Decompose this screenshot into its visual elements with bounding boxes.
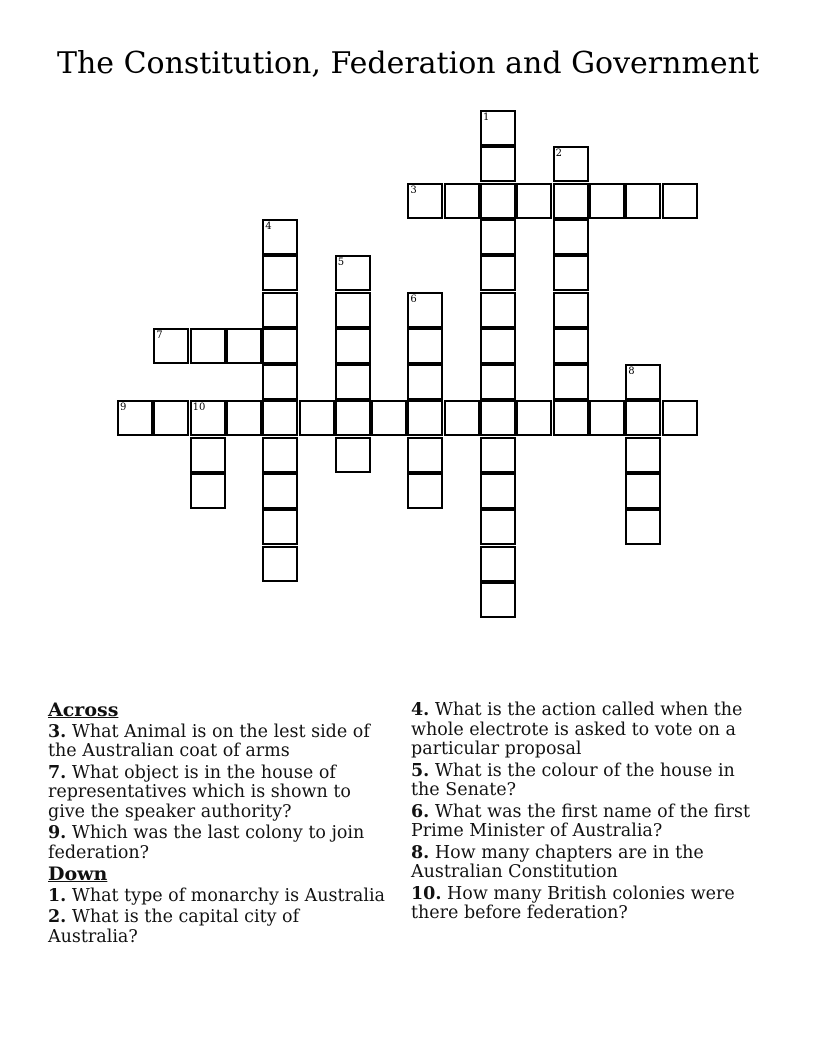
- crossword-cell[interactable]: [407, 400, 443, 436]
- clue-number: 4.: [411, 700, 430, 720]
- crossword-cell[interactable]: [407, 183, 443, 219]
- clue-number: 8.: [411, 842, 430, 863]
- cell-number: 1: [483, 112, 490, 123]
- crossword-cell[interactable]: [407, 328, 443, 364]
- cell-number: 6: [410, 293, 417, 305]
- cell-number: 9: [120, 402, 127, 414]
- clue-text: What object is in the house of representatives which is shown to give the speaker authority?: [48, 762, 351, 822]
- crossword-cell[interactable]: [335, 437, 371, 473]
- clue-number: 1.: [48, 885, 67, 906]
- crossword-cell[interactable]: [625, 437, 661, 473]
- crossword-cell[interactable]: [480, 509, 516, 545]
- clue-down-5: [411, 762, 761, 801]
- clue-down-6: [411, 803, 761, 842]
- crossword-cell[interactable]: [407, 473, 443, 509]
- crossword-cell[interactable]: [407, 364, 443, 400]
- crossword-cell[interactable]: [262, 437, 298, 473]
- crossword-cell[interactable]: [226, 328, 262, 364]
- clue-down-8: [411, 844, 761, 883]
- crossword-cell[interactable]: [480, 219, 516, 255]
- crossword-cell[interactable]: [589, 183, 625, 219]
- crossword-cell[interactable]: [480, 292, 516, 328]
- crossword-cell[interactable]: [553, 328, 589, 364]
- clue-number: 6.: [411, 801, 430, 822]
- cell-number: 8: [628, 366, 635, 378]
- crossword-cell[interactable]: [589, 400, 625, 436]
- crossword-cell[interactable]: [480, 183, 516, 219]
- clue-number: 5.: [411, 760, 430, 781]
- clues-column-right: [411, 701, 761, 926]
- crossword-cell[interactable]: [335, 292, 371, 328]
- crossword-cell[interactable]: [553, 255, 589, 291]
- crossword-cell[interactable]: [190, 400, 226, 436]
- crossword-cell[interactable]: [480, 582, 516, 618]
- crossword-cell[interactable]: [190, 437, 226, 473]
- page-title: The Constitution, Federation and Government: [56, 46, 760, 81]
- crossword-cell[interactable]: [262, 328, 298, 364]
- down-heading: Down: [48, 863, 108, 885]
- crossword-cell[interactable]: [553, 219, 589, 255]
- crossword-cell[interactable]: [335, 255, 371, 291]
- clue-text: What is the capital city of Australia?: [48, 907, 300, 947]
- crossword-cell[interactable]: [262, 473, 298, 509]
- crossword-cell[interactable]: [444, 183, 480, 219]
- crossword-cell[interactable]: [480, 328, 516, 364]
- crossword-cell[interactable]: [153, 328, 189, 364]
- clue-down-2: [48, 908, 393, 947]
- clues-column-left: [48, 701, 393, 949]
- crossword-cell[interactable]: [480, 473, 516, 509]
- crossword-cell[interactable]: [625, 509, 661, 545]
- crossword-cell[interactable]: [262, 364, 298, 400]
- clue-across-7: [48, 764, 393, 823]
- clue-text: What is the colour of the house in the Senate?: [411, 760, 735, 800]
- clue-text: Which was the last colony to join federation?: [48, 823, 365, 863]
- crossword-cell[interactable]: [553, 400, 589, 436]
- clue-text: How many British colonies were there before federation?: [411, 883, 735, 923]
- crossword-cell[interactable]: [262, 292, 298, 328]
- crossword-cell[interactable]: [226, 400, 262, 436]
- crossword-cell[interactable]: [662, 400, 698, 436]
- cell-number: 2: [555, 148, 562, 160]
- across-heading: Across: [48, 699, 119, 721]
- clue-down-1: [48, 887, 393, 907]
- crossword-cell[interactable]: [335, 364, 371, 400]
- crossword-cell[interactable]: [553, 292, 589, 328]
- clue-number: 2.: [48, 907, 67, 927]
- cell-number: 7: [156, 329, 163, 341]
- crossword-cell[interactable]: [553, 364, 589, 400]
- crossword-cell[interactable]: [480, 437, 516, 473]
- crossword-cell[interactable]: [407, 292, 443, 328]
- clue-across-9: [48, 824, 393, 863]
- crossword-cell[interactable]: [480, 364, 516, 400]
- crossword-cell[interactable]: [444, 400, 480, 436]
- clue-down-4: [411, 701, 761, 760]
- crossword-cell[interactable]: [480, 110, 516, 146]
- crossword-cell[interactable]: [299, 400, 335, 436]
- cell-number: 5: [337, 257, 345, 269]
- clue-text: What Animal is on the lest side of the Australian coat of arms: [48, 721, 370, 761]
- crossword-cell[interactable]: [625, 473, 661, 509]
- clue-number: 10.: [411, 883, 442, 904]
- clue-text: What type of monarchy is Australia: [71, 885, 385, 906]
- crossword-cell[interactable]: [480, 255, 516, 291]
- clue-down-10: [411, 885, 761, 924]
- clue-across-3: [48, 723, 393, 762]
- clue-number: 9.: [48, 823, 67, 843]
- crossword-cell[interactable]: [371, 400, 407, 436]
- crossword-cell[interactable]: [262, 546, 298, 582]
- crossword-cell[interactable]: [516, 400, 552, 436]
- crossword-cell[interactable]: [153, 400, 189, 436]
- crossword-cell[interactable]: [516, 183, 552, 219]
- crossword-cell[interactable]: [262, 400, 298, 436]
- crossword-cell[interactable]: [625, 364, 661, 400]
- crossword-cell[interactable]: [335, 400, 371, 436]
- crossword-cell[interactable]: [553, 183, 589, 219]
- clue-number: 7.: [48, 762, 67, 783]
- crossword-cell[interactable]: [662, 183, 698, 219]
- crossword-cell[interactable]: [407, 437, 443, 473]
- crossword-cell[interactable]: [553, 146, 589, 182]
- crossword-cell[interactable]: [262, 219, 298, 255]
- crossword-cell[interactable]: [335, 328, 371, 364]
- clue-text: What was the first name of the first Prime Minister of Australia?: [411, 801, 751, 841]
- crossword-cell[interactable]: [480, 146, 516, 182]
- crossword-cell[interactable]: [190, 473, 226, 509]
- crossword-cell[interactable]: [190, 328, 226, 364]
- crossword-cell[interactable]: [625, 183, 661, 219]
- crossword-cell[interactable]: [117, 400, 153, 436]
- clue-number: 3.: [48, 721, 67, 742]
- crossword-cell[interactable]: [480, 546, 516, 582]
- crossword-cell[interactable]: [480, 400, 516, 436]
- cell-number: 4: [265, 220, 272, 232]
- crossword-cell[interactable]: [262, 255, 298, 291]
- crossword-cell[interactable]: [262, 509, 298, 545]
- clue-text: How many chapters are in the Australian Constitution: [411, 842, 704, 882]
- crossword-cell[interactable]: [625, 400, 661, 436]
- cell-number: 10: [192, 402, 206, 414]
- cell-number: 3: [410, 184, 417, 196]
- clue-text: What is the action called when the whole electrote is asked to vote on a particular proposal: [411, 700, 743, 759]
